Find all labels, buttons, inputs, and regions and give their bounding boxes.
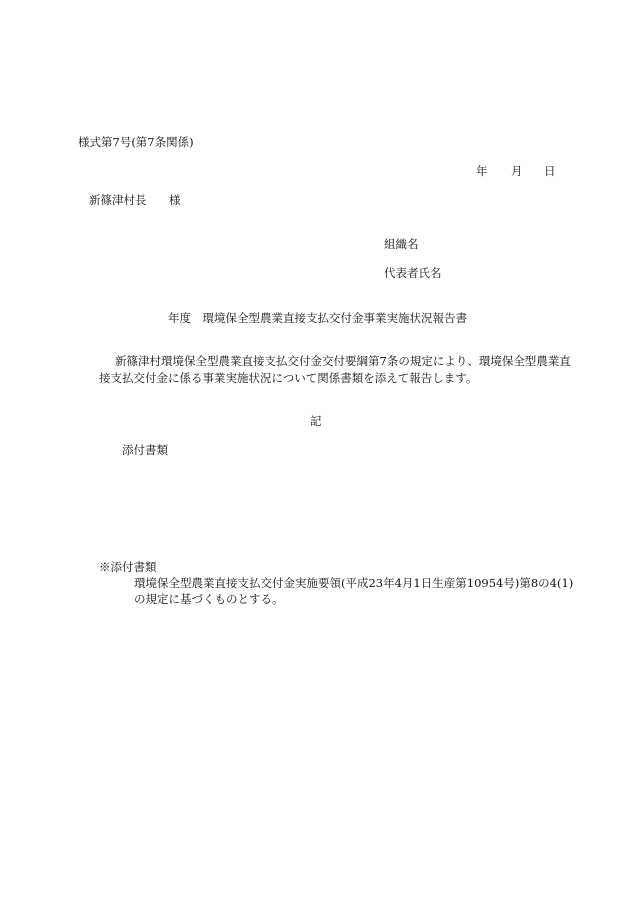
report-title: 年度 環境保全型農業直接支払交付金事業実施状況報告書 bbox=[168, 311, 467, 325]
date-day-label: 日 bbox=[544, 164, 556, 178]
attachments-label: 添付書類 bbox=[122, 443, 168, 457]
addressee-honorific: 様 bbox=[169, 193, 181, 207]
body-text-line-2: 接支払交付金に係る事業実施状況について関係書類を添えて報告します。 bbox=[99, 371, 478, 385]
body-text-line-1: 新篠津村環境保全型農業直接支払交付金交付要綱第7条の規定により、環境保全型農業直 bbox=[115, 354, 571, 368]
date-month-label: 月 bbox=[511, 164, 523, 178]
representative-label: 代表者氏名 bbox=[384, 266, 442, 280]
note-text-line-2: の規定に基づくものとする。 bbox=[134, 592, 284, 606]
addressee-name: 新篠津村長 bbox=[89, 193, 147, 207]
form-number: 様式第7号(第7条関係) bbox=[78, 135, 194, 149]
note-text-line-1: 環境保全型農業直接支払交付金実施要領(平成23年4月1日生産第10954号)第8の4(1) bbox=[134, 576, 574, 590]
ki-marker: 記 bbox=[310, 414, 322, 428]
organization-label: 組織名 bbox=[384, 237, 419, 251]
date-year-label: 年 bbox=[476, 164, 488, 178]
note-heading: ※添付書類 bbox=[99, 560, 157, 574]
